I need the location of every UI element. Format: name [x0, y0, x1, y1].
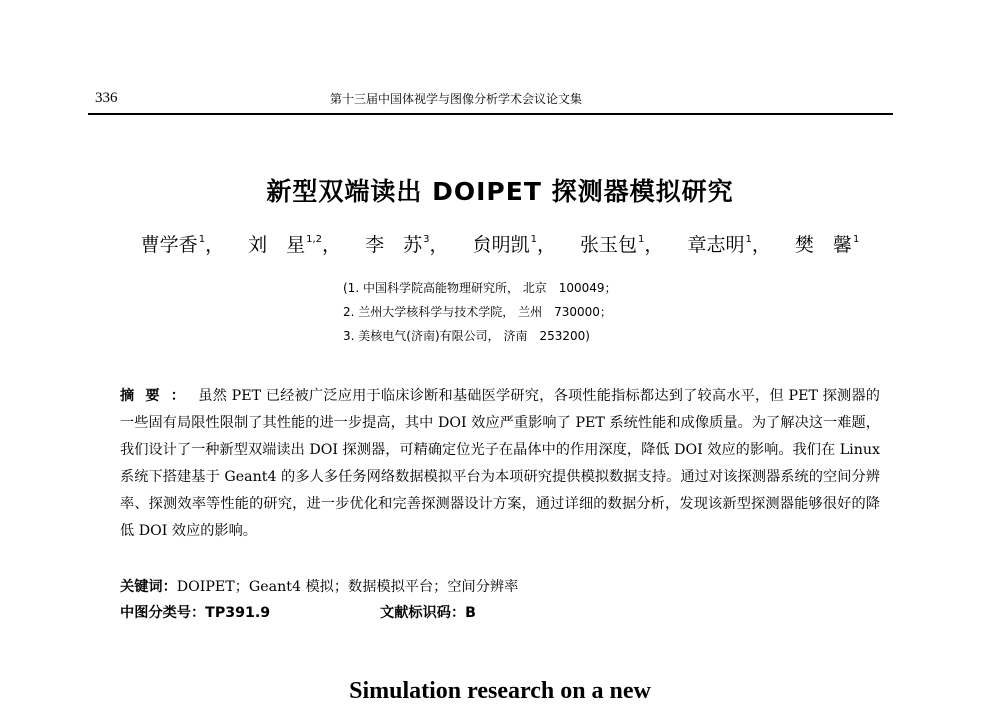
- affiliation: 2. 兰州大学核科学与技术学院， 兰州 730000；: [343, 305, 612, 319]
- author: 曹学香$^1$: [140, 234, 206, 256]
- keywords-text: DOIPET；Geant4 模拟；数据模拟平台；空间分辨率: [176, 579, 519, 595]
- doc-code-value: B: [465, 605, 476, 621]
- paper-title: 新型双端读出 DOIPET 探测器模拟研究: [266, 177, 734, 206]
- document-code: [380, 600, 476, 627]
- abstract: [120, 383, 880, 545]
- author: 樊 馨$^1$: [794, 234, 860, 256]
- doc-code-label: 文献标识码：: [380, 605, 466, 621]
- english-title: Simulation research on a new: [349, 678, 651, 704]
- author-separator: ，: [322, 234, 342, 256]
- author-separator: ，: [751, 234, 771, 256]
- author-separator: ，: [205, 234, 225, 256]
- keywords-label: 关键词：: [120, 579, 177, 595]
- classification: [120, 600, 880, 627]
- clc-label: 中图分类号：: [120, 605, 206, 621]
- affiliation: 3. 美核电气(济南)有限公司， 济南 253200): [343, 329, 590, 343]
- affiliation: (1. 中国科学院高能物理研究所， 北京 100049；: [343, 281, 617, 295]
- page-number: 336: [95, 90, 118, 106]
- author: 贠明凯$^1$: [472, 234, 537, 256]
- author: 章志明$^1$: [687, 234, 752, 256]
- author: 李 苏$^3$: [365, 234, 430, 256]
- header-rule: [88, 113, 893, 115]
- abstract-label: 摘要：: [120, 388, 197, 404]
- keywords: [120, 574, 880, 601]
- abstract-text: 虽然 PET 已经被广泛应用于临床诊断和基础医学研究，各项性能指标都达到了较高水平，但 PET 探测器的一些固有局限性限制了其性能的进一步提高，其中 DOI 效应严重影响了 PET 系统性能和成像质量。为了解决这一难题，我们设计了一种新型双端读出 DOI 探测器，可精确定位光子在晶体中的作用深度，降低 DOI 效应的影响。我们在 Linux 系统下搭建基于 Geant4 的多人多任务网络数据模拟平台为本项研究提供模拟数据支持。通过对该探测器系统的空间分辨率、探测效率等性能的研究，进一步优化和完善探测器设计方案，通过详细的数据分析，发现该新型探测器能够很好的降低 DOI 效应的影响。: [120, 388, 880, 539]
- author: 刘 星$^{1,2}$: [248, 234, 323, 256]
- author-separator: ，: [536, 234, 556, 256]
- author: 张玉包$^1$: [580, 234, 645, 256]
- author-list: [120, 230, 880, 257]
- author-separator: ，: [644, 234, 664, 256]
- clc-value: TP391.9: [205, 605, 271, 621]
- author-separator: ，: [429, 234, 449, 256]
- running-title: 第十三届中国体视学与图像分析学术会议论文集: [330, 92, 583, 106]
- affiliations: [343, 276, 617, 348]
